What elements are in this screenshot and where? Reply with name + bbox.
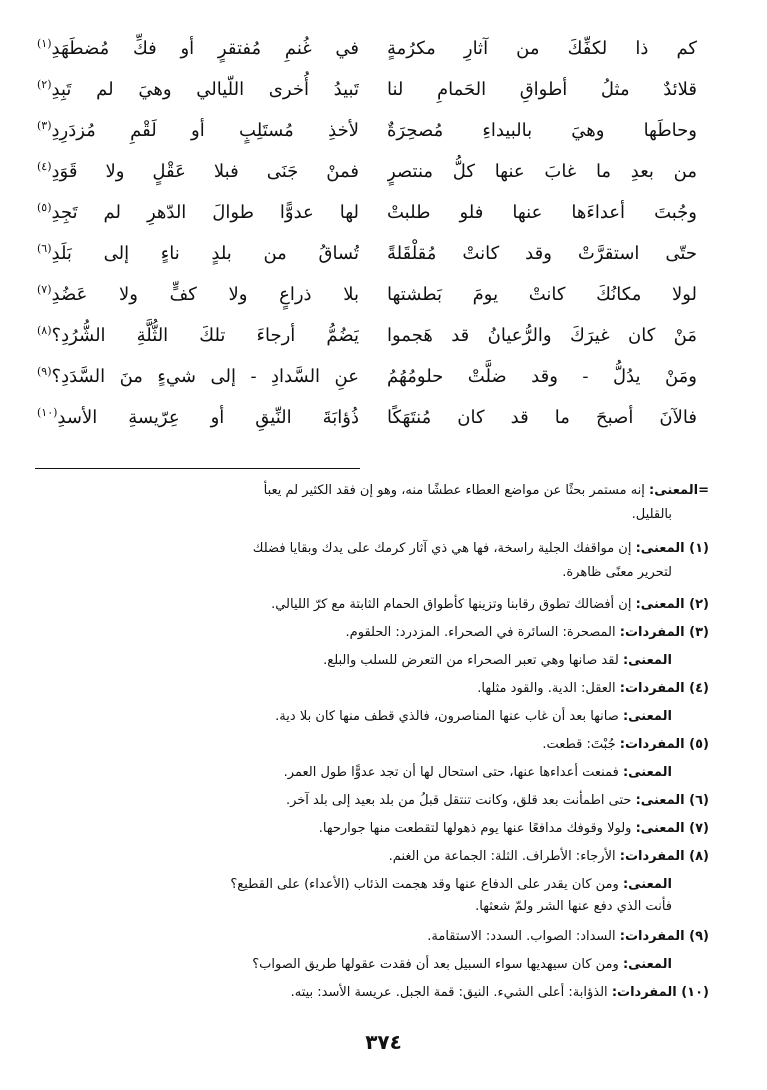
footnote-line — [59, 622, 709, 643]
footnote-line — [59, 926, 709, 947]
footnote-label: المعنى: — [622, 957, 672, 972]
poem-verses — [0, 30, 767, 450]
footnote-line — [22, 562, 672, 583]
verse-second-hemistich: ذُؤابَةَ النِّيقِ أو عِرّيسةِ الأسدِ$^{(١٠)}$ — [37, 406, 359, 428]
footnote-text: بالقليل. — [631, 507, 672, 522]
footnote-marker: (١) — [37, 37, 52, 50]
footnote-line — [59, 538, 709, 559]
verse-second-hemistich: تُساقُ من بلدٍ ناءٍ إلى بَلَدِ$^{(٦)}$ — [37, 242, 359, 264]
verse-first-hemistich: كم ذا لكفِّكَ من آثارِ مكرُمةٍ — [387, 38, 697, 59]
verse-first-hemistich: ومَنْ يدُلُّ - وقد ضلَّتْ حلومُهُمُ — [387, 366, 697, 387]
footnote-text: إنه مستمر بحثًا عن مواضع العطاء عطشًا منه، وهو إن فقد الكثير لم يعبأ — [263, 483, 650, 498]
verse-row — [0, 235, 767, 273]
footnote-marker: (٩) — [37, 365, 52, 378]
footnote-line — [22, 504, 672, 525]
footnote-text: إن أفضالك تطوق رقابنا وتزينها كأطواق الحمام الثابتة مع كرّ الليالي. — [271, 597, 636, 612]
verse-second-hemistich: عنِ السَّدادِ - إلى شيءٍ منَ السَّدَدِ؟$^{(٩)}$ — [37, 365, 359, 387]
footnote-text: إن مواقفك الجلية راسخة، فها هي ذي آثار كرمك على يدك وبقايا فضلك — [252, 541, 636, 556]
footnote-label: (٣) المفردات: — [619, 625, 709, 640]
verse-first-hemistich: قلائدٌ مثلُ أطواقِ الحَمامِ لنا — [387, 79, 697, 100]
footnote-label: (٦) المعنى: — [635, 793, 709, 808]
footnote-text: لقد صانها وهي تعبر الصحراء من التعرض للسلب والبلع. — [323, 653, 623, 668]
footnote-line — [57, 650, 672, 671]
verse-second-hemistich: بلا ذراعٍ ولا كفٍّ ولا عَضُدِ$^{(٧)}$ — [37, 283, 359, 305]
footnote-text: فأنت الذي دفع عنها الشر ولمّ شعثها. — [475, 899, 672, 914]
footnote-label: (١) المعنى: — [635, 541, 709, 556]
footnote-label: المعنى: — [622, 709, 672, 724]
footnote-line — [59, 790, 709, 811]
footnote-label: (٥) المفردات: — [619, 737, 709, 752]
footnote-line — [57, 874, 672, 895]
verse-row — [0, 30, 767, 68]
footnote-line — [59, 734, 709, 755]
verse-row — [0, 153, 767, 191]
verse-second-hemistich: تَبيدُ أُخرى اللّيالي وهيَ لم تَبِدِ$^{(٢)}$ — [37, 78, 359, 100]
footnote-text: لتحرير معنًى ظاهرة. — [562, 565, 672, 580]
page-number: ٣٧٤ — [365, 1030, 402, 1054]
footnote-line — [57, 896, 672, 917]
footnote-text: صانها بعد أن غاب عنها المناصرون، فالذي قطف منها كان بلا دية. — [275, 709, 623, 724]
verse-second-hemistich: لها عدوًّا طوالَ الدّهرِ لم تَجِدِ$^{(٥)}$ — [37, 201, 359, 223]
verse-row — [0, 71, 767, 109]
verse-first-hemistich: حتّى استقرَّتْ وقد كانتْ مُقلْقَلةً — [387, 243, 697, 264]
footnote-line — [59, 818, 709, 839]
footnote-text: ومن كان يقدر على الدفاع عنها وقد هجمت الذئاب (الأعداء) على القطيع؟ — [230, 877, 623, 892]
footnote-text: ولولا وقوفك مدافعًا عنها يوم ذهولها لتقطعت منها جوارحها. — [318, 821, 636, 836]
verse-first-hemistich: من بعدِ ما غابَ عنها كلُّ منتصرٍ — [387, 161, 697, 182]
footnote-line — [59, 480, 709, 501]
footnote-text: السداد: الصواب. السدد: الاستقامة. — [427, 929, 620, 944]
footnote-marker: (٢) — [37, 78, 52, 91]
footnote-marker: (١٠) — [37, 406, 58, 419]
footnote-text: ومن كان سيهديها سواء السبيل بعد أن فقدت عقولها طريق الصواب؟ — [252, 957, 623, 972]
footnote-text: فمنعت أعداءها عنها، حتى استحال لها أن تجد عدوًّا طول العمر. — [283, 765, 623, 780]
verse-second-hemistich: لأخذِ مُستَلِبٍ أو لَقْمِ مُزدَرِدِ$^{(٣)}$ — [37, 119, 359, 141]
footnote-text: المصحرة: السائرة في الصحراء. المزدرد: الحلقوم. — [345, 625, 620, 640]
footnote-marker: (٣) — [37, 119, 52, 132]
footnote-line — [57, 706, 672, 727]
verse-row — [0, 399, 767, 437]
footnote-line — [57, 954, 672, 975]
footnote-label: (١٠) المفردات: — [611, 985, 709, 1000]
footnote-text: حتى اطمأنت بعد قلق، وكانت تنتقل قبلُ من بلد بعيد إلى بلد آخر. — [285, 793, 636, 808]
verse-second-hemistich: في غُنمِ مُفتقرٍ أو فكِّ مُضطَهَدِ$^{(١)}$ — [37, 37, 359, 59]
footnote-label: (٤) المفردات: — [619, 681, 709, 696]
footnote-line — [59, 594, 709, 615]
footnote-divider — [35, 468, 360, 469]
verse-first-hemistich: وحاطَها وهيَ بالبيداءِ مُصحِرَةٌ — [387, 120, 697, 141]
verse-first-hemistich: فالآنَ أصبحَ ما قد كان مُنتَهَكًا — [387, 407, 697, 428]
footnote-label: (٩) المفردات: — [619, 929, 709, 944]
verse-second-hemistich: فمنْ جَنَى فبلا عَقْلٍ ولا قَوَدِ$^{(٤)}$ — [37, 160, 359, 182]
footnote-line — [59, 982, 709, 1003]
footnote-marker: (٨) — [37, 324, 52, 337]
verse-row — [0, 112, 767, 150]
footnote-line — [59, 678, 709, 699]
footnote-text: الأرجاء: الأطراف. الثلة: الجماعة من الغنم. — [388, 849, 620, 864]
footnote-marker: (٤) — [37, 160, 52, 173]
verse-second-hemistich: يَضُمُّ أرجاءَ تلكَ الثُّلَّةِ الشُّرُدِ؟$^{(٨)}$ — [37, 324, 359, 346]
verse-first-hemistich: لولا مكانُكَ كانتْ يومَ بَطشتها — [387, 284, 697, 305]
footnote-label: المعنى: — [622, 653, 672, 668]
verse-row — [0, 276, 767, 314]
footnote-marker: (٦) — [37, 242, 52, 255]
verse-first-hemistich: مَنْ كان غيرَكَ والرُّعيانُ قد هَجموا — [387, 325, 697, 346]
footnote-marker: (٧) — [37, 283, 52, 296]
verse-row — [0, 358, 767, 396]
footnote-label: المعنى: — [622, 877, 672, 892]
footnote-line — [57, 762, 672, 783]
footnote-line — [59, 846, 709, 867]
footnote-label: المعنى: — [622, 765, 672, 780]
footnote-label: (٢) المعنى: — [635, 597, 709, 612]
footnote-label: =المعنى: — [649, 483, 709, 498]
footnote-label: (٨) المفردات: — [619, 849, 709, 864]
footnote-label: (٧) المعنى: — [635, 821, 709, 836]
verse-row — [0, 194, 767, 232]
footnote-text: الذؤابة: أعلى الشيء. النيق: قمة الجبل. عريسة الأسد: بيته. — [290, 985, 612, 1000]
footnote-text: العقل: الدية. والقود مثلها. — [477, 681, 620, 696]
verse-row — [0, 317, 767, 355]
footnote-text: جُبْتَ: قطعت. — [542, 737, 620, 752]
verse-first-hemistich: وجُبتَ أعداءَها عنها فلو طلبتْ — [387, 202, 697, 223]
footnote-marker: (٥) — [37, 201, 52, 214]
